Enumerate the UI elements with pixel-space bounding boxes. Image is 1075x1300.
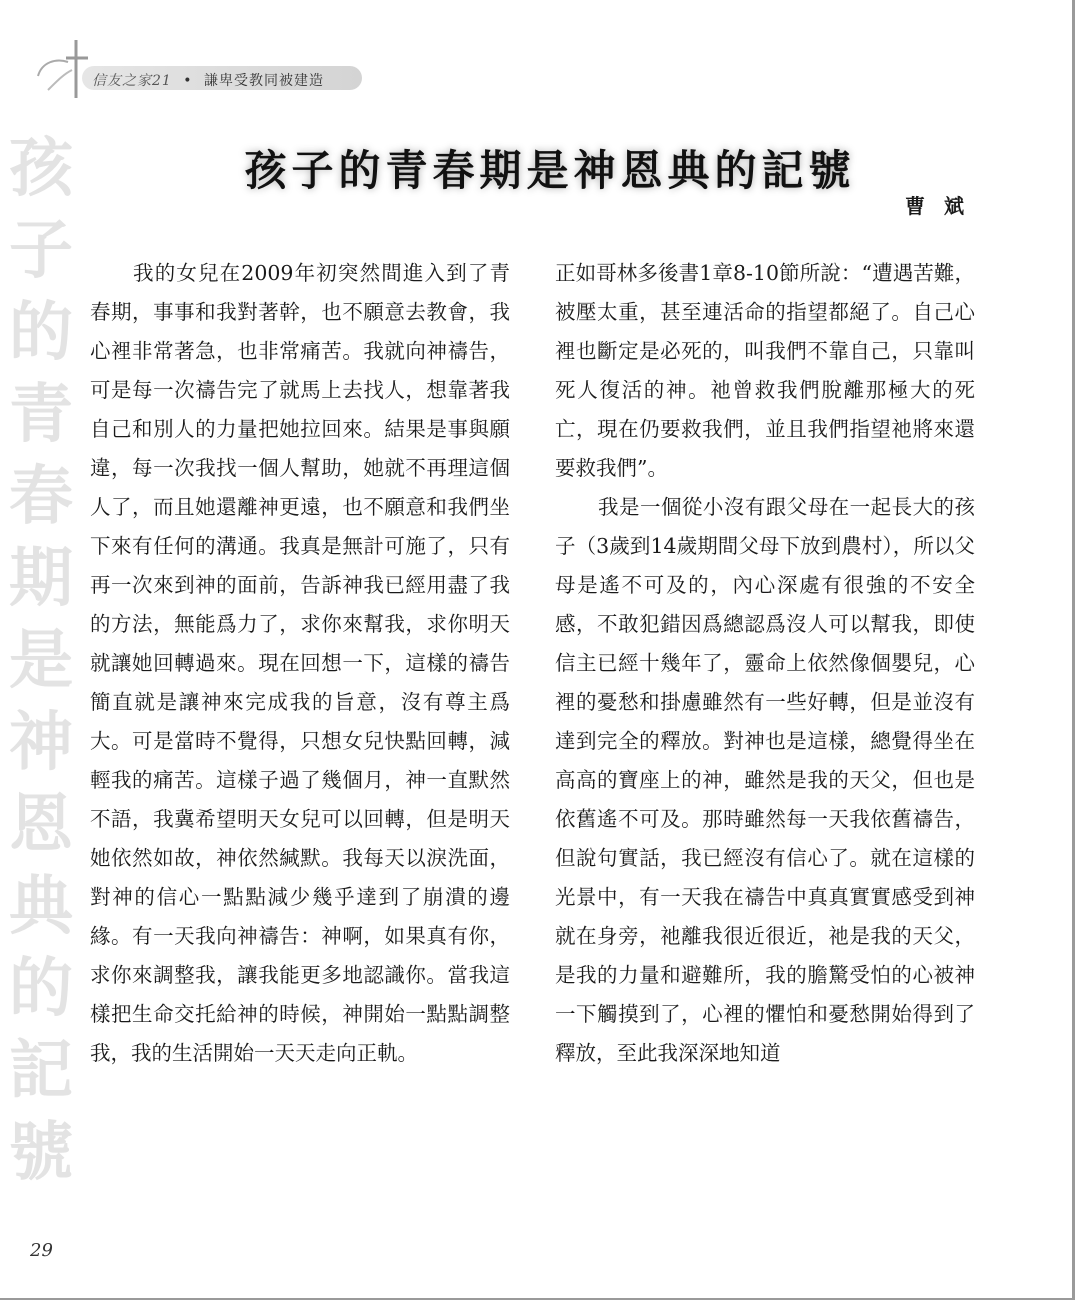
article-column-left	[90, 254, 510, 1073]
paragraph: 我是一個從小沒有跟父母在一起長大的孩子（3歲到14歲期間父母下放到農村），所以父母是遙不可及的，內心深處有很強的不安全感，不敢犯錯因爲總認爲沒人可以幫我，即使信主已經十幾年了，靈命上依然像個嬰兒，心裡的憂愁和掛慮雖然有一些好轉，但是並沒有達到完全的釋放。對神也是這樣，總覺得坐在高高的寶座上的神，雖然是我的天父，但也是依舊遙不可及。那時雖然每一天我依舊禱告，但說句實話，我已經沒有信心了。就在這樣的光景中，有一天我在禱告中真真實實感受到神就在身旁，祂離我很近很近，祂是我的天父，是我的力量和避難所，我的膽驚受怕的心被神一下觸摸到了，心裡的懼怕和憂愁開始得到了釋放，至此我深深地知道	[555, 495, 975, 1065]
article-column-right	[555, 254, 975, 1073]
paragraph: 正如哥林多後書1章8-10節所說：“遭遇苦難，被壓太重，甚至連活命的指望都絕了。自己心裡也斷定是必死的，叫我們不靠自己，只靠叫死人復活的神。祂曾救我們脫離那極大的死亡，現在仍要救我們，並且我們指望祂將來還要救我們”。	[555, 261, 975, 480]
header-bullet: •	[183, 73, 193, 89]
vertical-watermark-title: 孩子的青春期是神恩典的記號	[9, 132, 73, 1190]
article-author: 曹 斌	[905, 194, 970, 218]
article-title: 孩子的青春期是神恩典的記號	[244, 146, 856, 195]
running-header	[92, 70, 324, 90]
magazine-name: 信友之家21	[92, 73, 172, 89]
page-number: 29	[30, 1240, 53, 1261]
section-name: 謙卑受教同被建造	[204, 73, 324, 89]
paragraph: 我的女兒在2009年初突然間進入到了青春期，事事和我對著幹，也不願意去教會，我心裡非常著急，也非常痛苦。我就向神禱告，可是每一次禱告完了就馬上去找人，想靠著我自己和別人的力量把她拉回來。結果是事與願違，每一次我找一個人幫助，她就不再理這個人了，而且她還離神更遠，也不願意和我們坐下來有任何的溝通。我真是無計可施了，只有再一次來到神的面前，告訴神我已經用盡了我的方法，無能爲力了，求你來幫我，求你明天就讓她回轉過來。現在回想一下，這樣的禱告簡直就是讓神來完成我的旨意，沒有尊主爲大。可是當時不覺得，只想女兒快點回轉，減輕我的痛苦。這樣子過了幾個月，神一直默然不語，我冀希望明天女兒可以回轉，但是明天她依然如故，神依然緘默。我每天以淚洗面，對神的信心一點點減少幾乎達到了崩潰的邊緣。有一天我向神禱告：神啊，如果真有你，求你來調整我，讓我能更多地認識你。當我這樣把生命交托給神的時候，神開始一點點調整我，我的生活開始一天天走向正軌。	[90, 261, 510, 1065]
